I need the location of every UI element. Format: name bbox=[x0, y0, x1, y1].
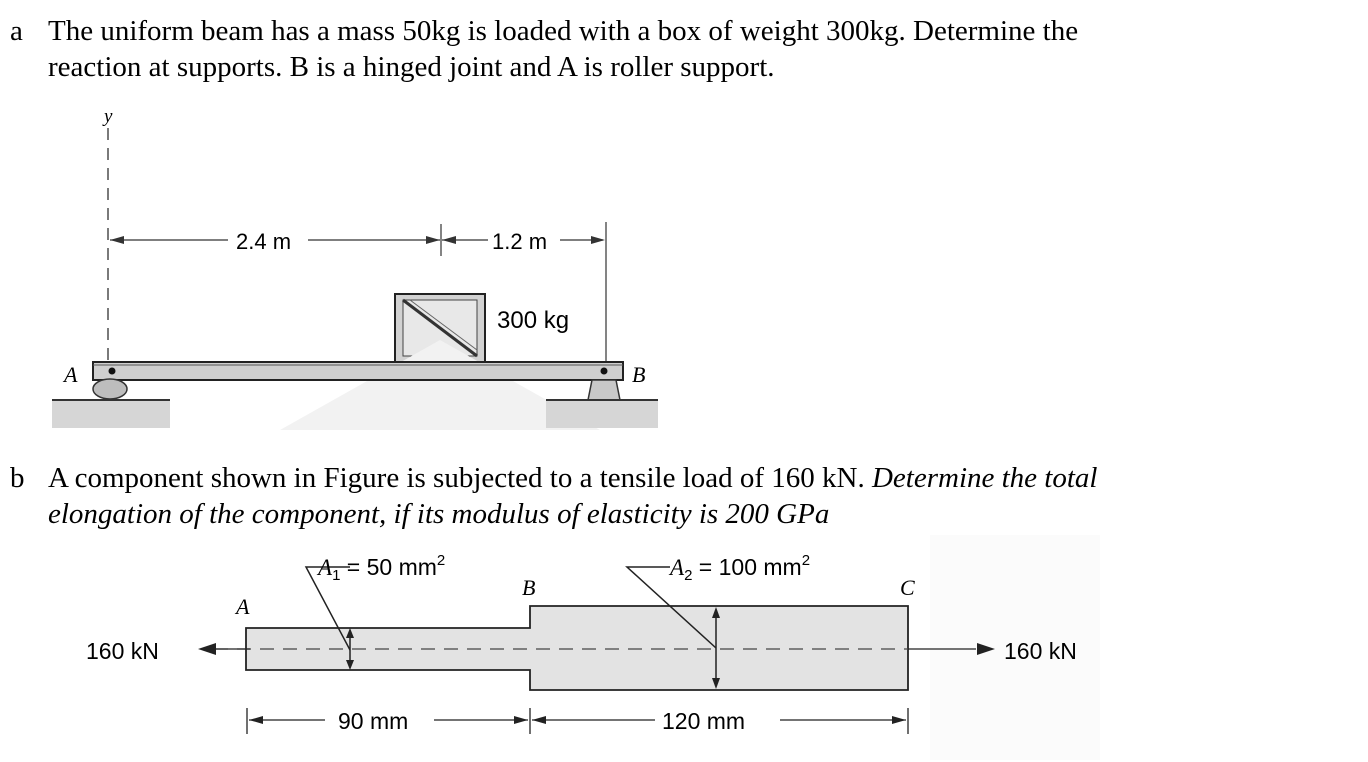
point-a-label: A bbox=[236, 594, 250, 619]
load-right-label: 160 kN bbox=[1004, 638, 1077, 664]
y-axis-label: y bbox=[104, 106, 113, 127]
question-b-label: b bbox=[10, 462, 25, 494]
len2-label: 120 mm bbox=[662, 708, 746, 734]
question-a-line1: The uniform beam has a mass 50kg is loaded with a box of weight 300kg. Determine the bbox=[48, 15, 1079, 47]
area2-symbol: A bbox=[670, 555, 685, 580]
support-a-label: A bbox=[64, 362, 78, 387]
support-b-label: B bbox=[632, 362, 646, 387]
point-c-label: C bbox=[900, 575, 915, 600]
question-a-line2: reaction at supports. B is a hinged joint and A is roller support. bbox=[48, 51, 775, 83]
len2-arrow-right bbox=[892, 716, 906, 724]
dim-label-1-2m: 1.2 m bbox=[492, 229, 548, 254]
question-b-line2: elongation of the component, if its modulus of elasticity is 200 GPa bbox=[48, 498, 830, 530]
area1-subscript: 1 bbox=[332, 567, 341, 584]
question-b-line1-italic: Determine the total bbox=[871, 462, 1098, 494]
question-a-label: a bbox=[10, 15, 23, 47]
box-mass-label: 300 kg bbox=[497, 307, 570, 334]
area1-superscript: 2 bbox=[436, 552, 446, 569]
point-b-label: B bbox=[522, 575, 536, 600]
area2-superscript: 2 bbox=[801, 552, 811, 569]
area2-label bbox=[668, 552, 810, 584]
question-b-line1-normal: A component shown in Figure is subjected to a tensile load of 160 kN. bbox=[48, 462, 865, 494]
len1-arrow-left bbox=[249, 716, 263, 724]
area2-value: = 100 mm bbox=[692, 554, 802, 580]
len1-label: 90 mm bbox=[338, 708, 409, 734]
load-left-label: 160 kN bbox=[86, 638, 159, 664]
len1-arrow-right bbox=[514, 716, 528, 724]
area1-label bbox=[316, 552, 445, 584]
area1-value: = 50 mm bbox=[340, 554, 437, 580]
stepped-bar bbox=[246, 606, 908, 690]
area2-subscript: 2 bbox=[684, 567, 693, 584]
dim-label-2-4m: 2.4 m bbox=[236, 229, 292, 254]
load-left-arrow bbox=[198, 643, 216, 655]
len2-arrow-left bbox=[532, 716, 546, 724]
area1-symbol: A bbox=[318, 555, 333, 580]
